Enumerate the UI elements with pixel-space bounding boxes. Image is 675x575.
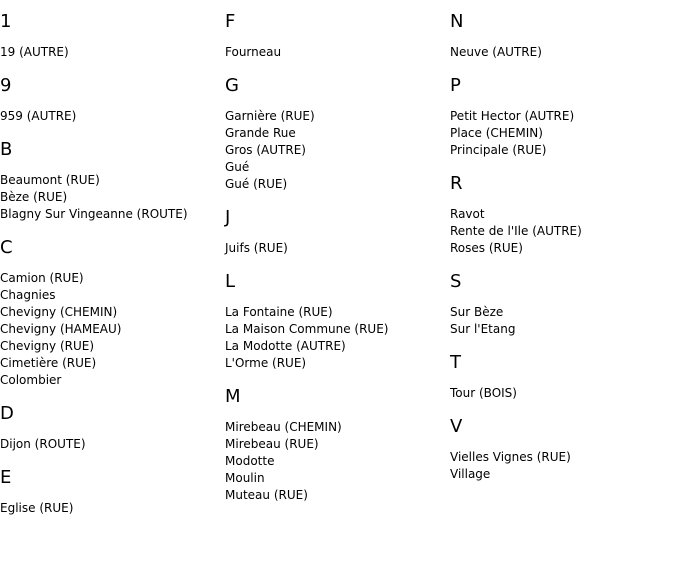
street-list — [225, 304, 445, 372]
street-list-item: Tour (BOIS) — [450, 386, 517, 400]
letter-group — [225, 10, 445, 61]
street-list-item: Chevigny (CHEMIN) — [0, 305, 118, 319]
letter-group — [450, 10, 670, 61]
street-list-item: Chevigny (HAMEAU) — [0, 322, 122, 336]
letter-heading: 1 — [0, 11, 12, 32]
street-list-item: La Fontaine (RUE) — [225, 305, 333, 319]
street-list — [0, 44, 220, 61]
letter-heading: C — [0, 237, 13, 258]
letter-heading: N — [450, 11, 464, 32]
letter-heading: B — [0, 139, 13, 160]
letter-group — [450, 172, 670, 257]
street-list-item: Dijon (ROUTE) — [0, 437, 86, 451]
letter-group — [450, 270, 670, 338]
street-list-item: Cimetière (RUE) — [0, 356, 97, 370]
street-list — [450, 206, 670, 257]
street-list — [450, 44, 670, 61]
letter-group — [0, 466, 220, 517]
street-list — [225, 108, 445, 193]
street-list-item: Chagnies — [0, 288, 56, 302]
letter-heading: J — [225, 207, 231, 228]
street-list-item: L'Orme (RUE) — [225, 356, 307, 370]
street-list-item: Village — [450, 467, 491, 481]
letter-group — [450, 351, 670, 402]
street-list — [0, 436, 220, 453]
letter-group — [0, 402, 220, 453]
letter-group — [225, 270, 445, 372]
street-list-item: Blagny Sur Vingeanne (ROUTE) — [0, 207, 188, 221]
street-list-item: 19 (AUTRE) — [0, 45, 69, 59]
street-list-item: Mirebeau (CHEMIN) — [225, 420, 342, 434]
street-list-item: Modotte — [225, 454, 275, 468]
street-list-item: Juifs (RUE) — [225, 241, 288, 255]
street-list-item: Chevigny (RUE) — [0, 339, 95, 353]
street-list-item: Camion (RUE) — [0, 271, 84, 285]
letter-heading: D — [0, 403, 14, 424]
street-index-column-1 — [0, 10, 220, 530]
street-list-item: Grande Rue — [225, 126, 296, 140]
letter-group — [0, 236, 220, 389]
street-list — [0, 500, 220, 517]
street-list — [450, 449, 670, 483]
letter-group — [225, 206, 445, 257]
street-list-item: Vielles Vignes (RUE) — [450, 450, 571, 464]
street-list-item: Roses (RUE) — [450, 241, 523, 255]
street-list-item: Principale (RUE) — [450, 143, 547, 157]
street-list-item: Fourneau — [225, 45, 282, 59]
street-list-item: Bèze (RUE) — [0, 190, 68, 204]
letter-heading: F — [225, 11, 236, 32]
letter-heading: E — [0, 467, 12, 488]
street-list-item: Beaumont (RUE) — [0, 173, 100, 187]
street-list-item: La Maison Commune (RUE) — [225, 322, 389, 336]
street-list-item: Muteau (RUE) — [225, 488, 308, 502]
letter-heading: R — [450, 173, 463, 194]
street-list — [450, 108, 670, 159]
street-index-column-3 — [450, 10, 670, 496]
street-list-item: Rente de l'Ile (AUTRE) — [450, 224, 582, 238]
street-list-item: Mirebeau (RUE) — [225, 437, 319, 451]
letter-heading: P — [450, 75, 461, 96]
letter-heading: L — [225, 271, 236, 292]
street-list-item: Sur Bèze — [450, 305, 504, 319]
letter-group — [225, 385, 445, 504]
street-list-item: Gué — [225, 160, 250, 174]
letter-heading: 9 — [0, 75, 12, 96]
street-list — [225, 44, 445, 61]
street-list — [0, 270, 220, 389]
street-list — [0, 172, 220, 223]
street-list — [450, 385, 670, 402]
street-list-item: Sur l'Etang — [450, 322, 516, 336]
street-list-item: Moulin — [225, 471, 265, 485]
street-list-item: Ravot — [450, 207, 485, 221]
street-list — [450, 304, 670, 338]
street-list-item: Gué (RUE) — [225, 177, 288, 191]
letter-heading: V — [450, 416, 463, 437]
street-list-item: Colombier — [0, 373, 62, 387]
letter-group — [0, 10, 220, 61]
street-list-item: 959 (AUTRE) — [0, 109, 77, 123]
street-list-item: La Modotte (AUTRE) — [225, 339, 346, 353]
street-list-item: Petit Hector (AUTRE) — [450, 109, 575, 123]
street-list — [225, 419, 445, 504]
street-list-item: Neuve (AUTRE) — [450, 45, 542, 59]
street-list — [225, 240, 445, 257]
letter-group — [225, 74, 445, 193]
letter-group — [0, 74, 220, 125]
letter-group — [450, 74, 670, 159]
street-list-item: Gros (AUTRE) — [225, 143, 306, 157]
street-list-item: Place (CHEMIN) — [450, 126, 543, 140]
letter-heading: M — [225, 386, 241, 407]
letter-group — [0, 138, 220, 223]
street-list-item: Garnière (RUE) — [225, 109, 315, 123]
letter-heading: S — [450, 271, 462, 292]
street-list-item: Eglise (RUE) — [0, 501, 74, 515]
street-list — [0, 108, 220, 125]
letter-heading: T — [450, 352, 461, 373]
letter-group — [450, 415, 670, 483]
letter-heading: G — [225, 75, 239, 96]
street-index-column-2 — [225, 10, 445, 517]
